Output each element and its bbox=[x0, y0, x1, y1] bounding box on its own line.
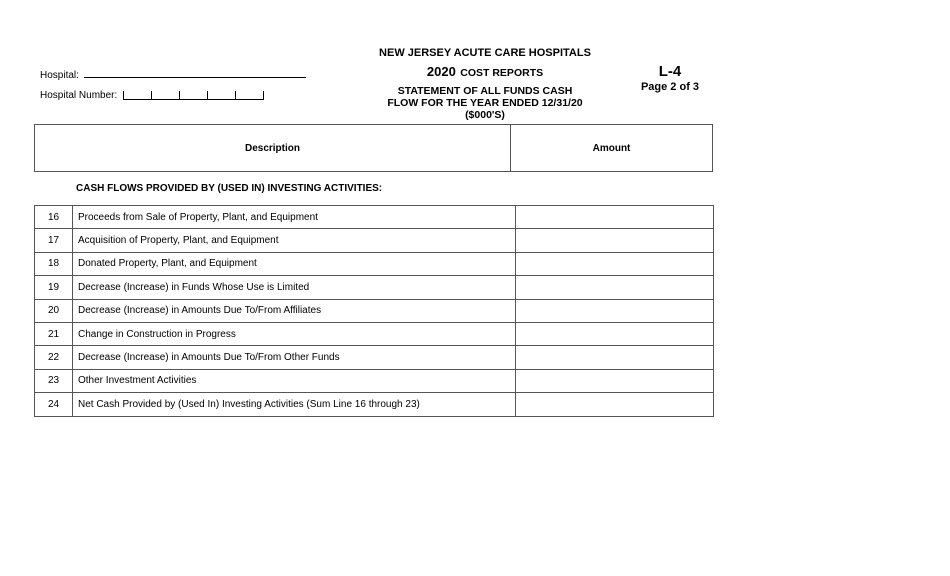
amount-cell[interactable] bbox=[516, 206, 714, 229]
line-number: 22 bbox=[35, 346, 73, 369]
line-number: 21 bbox=[35, 322, 73, 345]
line-number: 23 bbox=[35, 369, 73, 392]
hospital-number-box[interactable] bbox=[179, 91, 207, 100]
line-description: Net Cash Provided by (Used In) Investing Activities (Sum Line 16 through 23) bbox=[73, 393, 516, 416]
amount-cell[interactable] bbox=[516, 252, 714, 275]
section-title: CASH FLOWS PROVIDED BY (USED IN) INVESTING ACTIVITIES: bbox=[76, 183, 383, 194]
hospital-number-box[interactable] bbox=[207, 91, 235, 100]
hospital-number-label: Hospital Number: bbox=[40, 90, 118, 101]
line-number: 19 bbox=[35, 276, 73, 299]
amount-cell[interactable] bbox=[516, 393, 714, 416]
amount-cell[interactable] bbox=[516, 346, 714, 369]
table-row bbox=[35, 276, 714, 299]
line-description: Decrease (Increase) in Amounts Due To/From Affiliates bbox=[73, 299, 516, 322]
investing-lines-table bbox=[34, 205, 714, 417]
description-header: Description bbox=[35, 125, 511, 171]
report-year: 2020 bbox=[426, 64, 456, 79]
amount-cell[interactable] bbox=[516, 322, 714, 345]
amount-cell[interactable] bbox=[516, 229, 714, 252]
line-number: 16 bbox=[35, 206, 73, 229]
report-title: NEW JERSEY ACUTE CARE HOSPITALS bbox=[379, 47, 591, 59]
amount-cell[interactable] bbox=[516, 369, 714, 392]
report-subtitle bbox=[370, 63, 600, 81]
line-description: Other Investment Activities bbox=[73, 369, 516, 392]
table-row bbox=[35, 346, 714, 369]
table-row bbox=[35, 393, 714, 416]
form-code: L-4 bbox=[658, 63, 682, 80]
statement-line-1: STATEMENT OF ALL FUNDS CASH bbox=[397, 85, 573, 97]
line-number: 24 bbox=[35, 393, 73, 416]
statement-title bbox=[370, 85, 600, 121]
line-number: 18 bbox=[35, 252, 73, 275]
report-type: COST REPORTS bbox=[460, 67, 544, 79]
page-number: Page 2 of 3 bbox=[640, 81, 700, 93]
line-description: Acquisition of Property, Plant, and Equipment bbox=[73, 229, 516, 252]
hospital-input[interactable] bbox=[84, 68, 306, 78]
statement-line-2: FLOW FOR THE YEAR ENDED 12/31/20 bbox=[387, 97, 583, 109]
hospital-number-input[interactable] bbox=[123, 91, 264, 101]
table-row bbox=[35, 229, 714, 252]
table-header bbox=[34, 124, 713, 172]
line-number: 17 bbox=[35, 229, 73, 252]
table-row bbox=[35, 322, 714, 345]
amount-header: Amount bbox=[592, 142, 631, 154]
line-number: 20 bbox=[35, 299, 73, 322]
table-row bbox=[35, 252, 714, 275]
hospital-number-box[interactable] bbox=[235, 91, 264, 100]
amount-cell[interactable] bbox=[516, 299, 714, 322]
line-description: Donated Property, Plant, and Equipment bbox=[73, 252, 516, 275]
statement-units: ($000'S) bbox=[465, 109, 505, 121]
line-description: Proceeds from Sale of Property, Plant, and Equipment bbox=[73, 206, 516, 229]
table-row bbox=[35, 299, 714, 322]
amount-cell[interactable] bbox=[516, 276, 714, 299]
hospital-label: Hospital: bbox=[40, 70, 79, 81]
table-row bbox=[35, 206, 714, 229]
line-description: Decrease (Increase) in Amounts Due To/From Other Funds bbox=[73, 346, 516, 369]
hospital-field bbox=[40, 68, 306, 81]
line-description: Decrease (Increase) in Funds Whose Use is Limited bbox=[73, 276, 516, 299]
line-description: Change in Construction in Progress bbox=[73, 322, 516, 345]
table-row bbox=[35, 369, 714, 392]
hospital-number-field bbox=[40, 90, 264, 101]
hospital-number-box[interactable] bbox=[151, 91, 179, 100]
hospital-number-box[interactable] bbox=[123, 91, 151, 100]
